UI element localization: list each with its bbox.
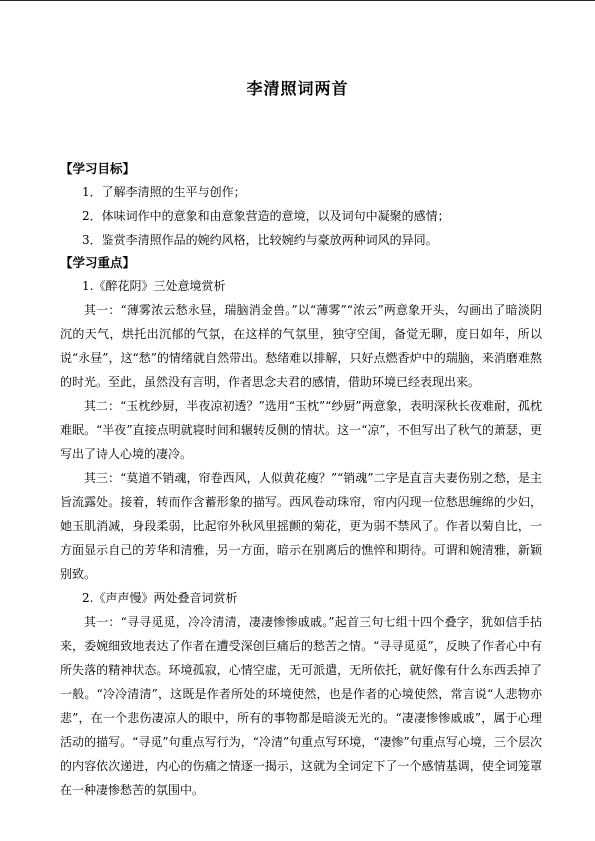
objective-item: 2．体味词作中的意象和由意象营造的意境，以及词句中凝聚的感情； [82,209,450,223]
analysis-paragraph: 其二：“玉枕纱厨，半夜凉初透？”选用“玉枕”“纱厨”两意象，表明深秋长夜难耐，孤枕难眠。“半夜”直接点明就寝时间和辗转反侧的情状。这一“凉”，不但写出了秋气的萧瑟，更写出了诗人心境的凄冷。 [60,399,542,461]
top-rule [0,0,595,1]
section-title: 2.《声声慢》两处叠音词赏析 [82,591,238,605]
analysis-paragraph: 其三：“莫道不销魂，帘卷西风，人似黄花瘦？”“销魂”二字是直言夫妻伤别之愁，是主旨流露处。接着，转而作含蓄形象的描写。西风卷动珠帘，帘内闪现一位愁思缠绵的少妇，她玉肌消减，身段柔弱，比起帘外秋风里摇颤的菊花，更为弱不禁风了。作者以菊自比，一方面显示自己的芳华和清雅，另一方面，暗示在别离后的憔悴和期待。可谓和婉清雅，新颖别致。 [60,471,542,581]
objective-item: 1．了解李清照的生平与创作； [82,185,246,199]
objective-item: 3．鉴赏李清照作品的婉约风格，比较婉约与豪放两种词风的异同。 [82,233,438,247]
objectives-heading: 【学习目标】 [60,161,136,176]
analysis-paragraph: 其一：“寻寻觅觅，冷冷清清，凄凄惨惨戚戚。”起首三句七组十四个叠字，犹如信手拈来，委婉细致地表达了作者在遭受深创巨痛后的愁苦之情。“寻寻觅觅”，反映了作者心中有所失落的精神状态。环境孤寂，心情空虚，无可派遣，无所依托，就好像有什么东西丢掉了一般。“冷冷清清”，这既是作者所处的环境使然，也是作者的心境使然，常言说“人悲物亦悲”，在一个悲伤凄凉人的眼中，所有的事物都是暗淡无光的。“凄凄惨惨戚戚”，属于心理活动的描写。“寻觅”句重点写行为，“冷清”句重点写环境，“凄惨”句重点写心境，三个层次的内容依次递进，内心的伤痛之情逐一揭示，这就为全词定下了一个感情基调，使全词笼罩在一种凄惨愁苦的氛围中。 [60,615,542,797]
focus-heading: 【学习重点】 [60,255,136,270]
section-title: 1.《醉花阴》三处意境赏析 [82,279,226,293]
analysis-paragraph: 其一：“薄雾浓云愁永昼，瑞脑消金兽。”以“薄雾”“浓云”两意象开头，勾画出了暗淡阴沉的天气，烘托出沉郁的气氛，在这样的气氛里，独守空闺，备觉无聊，度日如年，所以说“永昼”，这“愁”的情绪就自然带出。愁绪难以排解，只好点燃香炉中的瑞脑，来消磨难熬的时光。至此，虽然没有言明，作者思念夫君的感情，借助环境已经表现出来。 [60,303,542,389]
page-title: 李清照词两首 [246,79,349,98]
document-body [60,158,542,802]
